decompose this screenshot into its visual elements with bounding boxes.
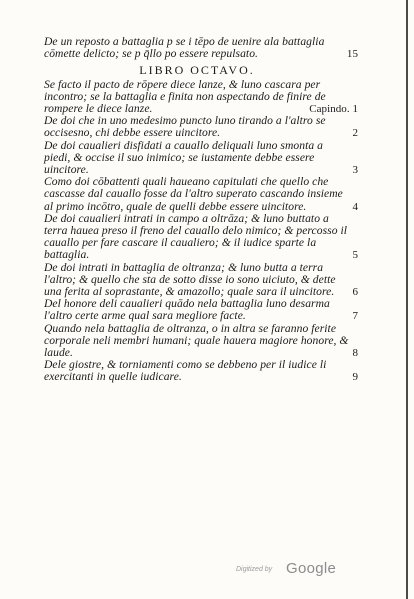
toc-entry xyxy=(44,297,358,323)
entry-text: De doi intrati in battaglia de oltranza; & luno butta a terra l'altro; & quello che sta de sotto disse io sono uiciuto, & dette una ferita al soprastante, & amazollo; quale sara il uincitore. xyxy=(44,260,336,299)
entry-number: 15 xyxy=(346,48,358,61)
entry-number: 4 xyxy=(352,200,358,213)
digitized-watermark: Digitized by xyxy=(236,566,273,573)
entry-number: 3 xyxy=(352,164,358,177)
toc-entry xyxy=(44,358,358,384)
entry-text: Del honore deli caualieri quādo nela battaglia luno desarma l'altro certe arme qual sara megliore facte. xyxy=(44,297,330,323)
entry-text: De un reposto a battaglia p se i tēpo de uenire ala battaglia cōmette delicto; se p q̄llo po essere repulsato. xyxy=(44,35,325,61)
entry-text: De doi caualieri disfidati a cauallo deliquali luno smonta a piedi, & occise il suo inimico; se iustamente debbe essere uincitore. xyxy=(44,138,323,177)
toc-entry xyxy=(44,175,358,213)
toc-entry xyxy=(44,77,358,116)
toc-entry xyxy=(44,138,358,177)
book-heading: LIBRO OCTAVO. xyxy=(139,63,255,78)
toc-entry xyxy=(44,35,358,61)
entry-text: Como doi cōbattenti quali haueano capitulati che quello che cascasse dal cauallo fosse da l'altro superato cascando insieme al primo incōtro, quale de quelli debbe essere uincitore. xyxy=(44,175,343,213)
toc-entry xyxy=(44,321,358,360)
entry-number: 6 xyxy=(352,286,358,299)
toc-entry xyxy=(44,211,358,262)
entry-number: 9 xyxy=(352,371,358,384)
entry-number: 7 xyxy=(352,310,358,323)
google-logo: Google xyxy=(286,560,337,577)
table-of-contents xyxy=(44,35,358,384)
entry-text: De doi che in uno medesimo puncto luno tirando a l'altro se occisesno, chi debbe essere uincitore. xyxy=(44,114,326,140)
entry-text: Quando nela battaglia de oltranza, o in altra se faranno ferite corporale neli membri humani; quale hauera magiore honore, & laude. xyxy=(44,321,349,360)
toc-entry xyxy=(44,114,358,140)
page-edge xyxy=(406,0,408,599)
entry-text: Se facto il pacto de rōpere diece lanze, & luno cascara per incontro; se la battaglia e finita non aspectando de finire de rompere le diece lanze. xyxy=(44,77,326,116)
entry-number: 5 xyxy=(352,249,358,262)
entry-text: De doi caualieri intrati in campo a oltrāza; & luno buttato a terra hauea preso il freno del cauallo delo nimico; & percosso il cauallo per fare cascare il caualiero; & il iudice sparte la battaglia. xyxy=(44,211,348,262)
entry-number: 2 xyxy=(352,127,358,140)
entry-number: Capindo. 1 xyxy=(309,103,358,116)
entry-number: 8 xyxy=(352,347,358,360)
toc-entry xyxy=(44,260,358,299)
entry-text: Dele giostre, & torniamenti como se debbeno per il iudice li exercitanti in quelle iudicare. xyxy=(44,358,327,384)
